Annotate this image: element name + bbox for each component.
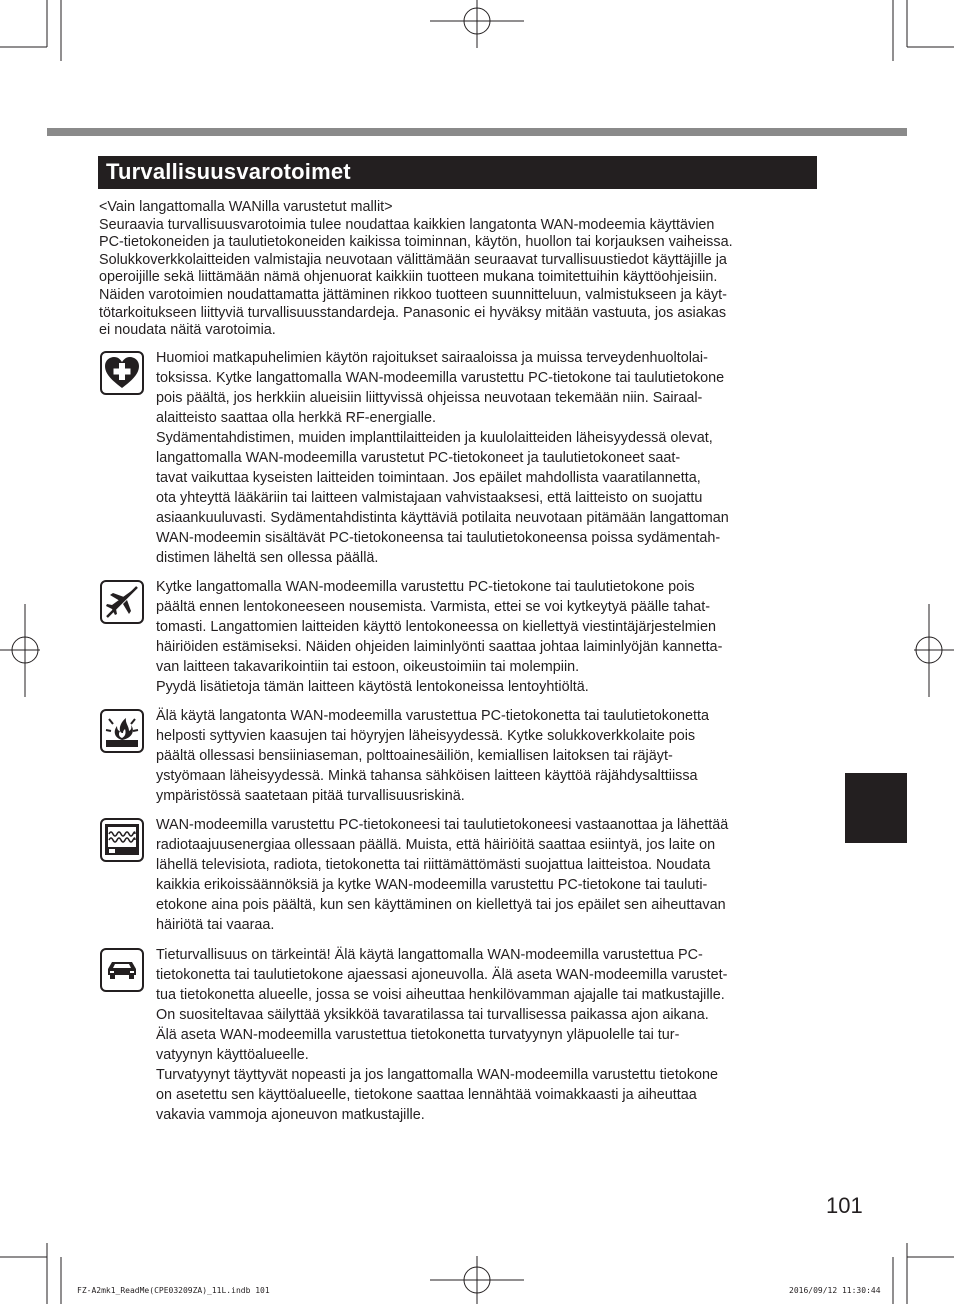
section-line: lähellä televisiota, radiota, tietokonetta tai riittämättömästi suojattua laitteistoa. Noudata [156, 857, 711, 873]
intro-line: <Vain langattomalla WANilla varustetut mallit> [99, 199, 393, 215]
section-line: Turvatyynyt täyttyvät nopeasti ja jos langattomalla WAN-modeemilla varustettu tietokone [156, 1067, 719, 1083]
section-line: kaikkia erikoissäännöksiä ja kytke WAN-modeemilla varustettu PC-tietokone tai tauluti- [156, 877, 708, 893]
section-line: tavat vaikuttaa kyseisten laitteiden toimintaan. Jos epäilet mahdollista vaaratilannetta, [156, 470, 701, 486]
section-line: van laitteen takavarikointiin tai estoon, oikeustoimiin tai molempiin. [156, 659, 580, 675]
header-rule [47, 128, 907, 136]
print-footer-timestamp: 2016/09/12 11:30:44 [789, 1286, 881, 1295]
section-line: häiriötä tai vaaraa. [156, 917, 275, 933]
section-line: häiriöiden estämiseksi. Näiden ohjeiden laiminlyönti saattaa johtaa laiminlyöjän kannetta- [156, 639, 723, 655]
intro-line: Näiden varotoimien noudattamatta jättäminen rikkoo tuotteen suunnitteluun, valmistukseen ja käyt- [99, 286, 727, 303]
section-line: ystyömaan läheisyydessä. Minkä tahansa sähköisen laitteen käyttöä räjähdysalttiissa [156, 768, 698, 784]
print-footer-file: FZ-A2mk1_ReadMe(CPE03209ZA)_11L.indb 101 [77, 1286, 270, 1295]
section-line: vakavia vammoja ajoneuvon matkustajille. [156, 1107, 425, 1123]
intro-line: Seuraavia turvallisuusvarotoimia tulee noudattaa kaikkien langatonta WAN-modeemia käyttävien [99, 216, 715, 233]
intro-line: operoijille sekä liittämään nämä ohjenuorat kaikkiin tuotteen mukana toimitettuihin käyttöohjeisiin. [99, 269, 718, 286]
section-line: radiotaajuusenergiaa ollessaan päällä. Muista, että häiriöitä saattaa esiintyä, jos laite on [156, 837, 716, 853]
section-line: distimen läheltä sen ollessa päällä. [156, 550, 379, 566]
section-line: Huomioi matkapuhelimien käytön rajoitukset sairaaloissa ja muissa terveydenhuoltolai- [156, 350, 708, 366]
section-line: WAN-modeemin sisältävät PC-tietokoneensa tai taulutietokoneensa poissa sydämentah- [156, 530, 721, 546]
section-heading-bar [98, 156, 817, 189]
section-line: On suositeltavaa säilyttää yksikköä tavaratilassa tai turvallisessa paikassa ajon aikana. [156, 1007, 709, 1023]
section-line: ota yhteyttä lääkäriin tai laitteen valmistajaan vahvistaaksesi, että laitteisto on suojattu [156, 490, 703, 506]
intro-line: ei noudata näitä varotoimia. [99, 322, 276, 339]
airplane-off-icon [100, 580, 144, 624]
section-line: pois päältä, jos herkkiin alueisiin liittyvissä ohjeissa neuvotaan tekemään niin. Sairaal- [156, 390, 703, 406]
intro-line: PC-tietokoneiden ja taulutietokoneiden kaikissa toiminnan, käytön, huollon tai korjauksen vaiheissa. [99, 234, 733, 251]
section-line: tua tietokonetta alueelle, jossa se voisi aiheuttaa henkilövamman ajajalle tai matkustajille. [156, 987, 725, 1003]
intro-line: Solukkoverkkolaitteiden valmistajia neuvotaan välittämään seuraavat turvallisuustiedot käyttäjille ja [99, 251, 727, 268]
section-line: langattomalla WAN-modeemilla varustetut PC-tietokoneet ja taulutietokoneet saat- [156, 450, 681, 466]
section-line: päältä ollessasi bensiiniaseman, polttoainesäiliön, kemiallisen laitoksen tai räjäyt- [156, 748, 673, 764]
section-line: tomasti. Langattomien laitteiden käyttö lentokoneessa on kiellettyä viestintäjärjestelmien [156, 619, 716, 635]
intro-paragraph [99, 199, 819, 340]
chapter-tab [845, 773, 907, 843]
section-line: Kytke langattomalla WAN-modeemilla varustettu PC-tietokone tai taulutietokone pois [156, 579, 695, 595]
section-line: Älä aseta WAN-modeemilla varustettua tietokonetta turvatyynyn yläpuolelle tai tur- [156, 1027, 680, 1043]
section-line: Älä käytä langatonta WAN-modeemilla varustettua PC-tietokonetta tai taulutietokonetta [156, 708, 710, 724]
car-icon [100, 948, 144, 992]
section-line: asiaankuuluvasti. Sydämentahdistinta käyttäviä potilaita neuvotaan pitämään langattoman [156, 510, 729, 526]
section-line: toksissa. Kytke langattomalla WAN-modeemilla varustettu PC-tietokone tai taulutietokone [156, 370, 725, 386]
hospital-heart-icon [100, 351, 144, 395]
intro-line: tötarkoitukseen liittyviä turvallisuusstandardeja. Panasonic ei hyväksy mitään vastuuta, jos asiakas [99, 304, 727, 321]
page-number: 101 [826, 1193, 863, 1218]
section-line: Sydämentahdistimen, muiden implanttilaitteiden ja kuulolaitteiden läheisyydessä olevat, [156, 430, 713, 446]
section-line: Pyydä lisätietoja tämän laitteen käytöstä lentokoneissa lentoyhtiöltä. [156, 679, 589, 695]
page-title: Turvallisuusvarotoimet [106, 159, 351, 184]
section-line: on asetettu sen käyttöalueelle, tietokone saattaa lennähtää voimakkaasti ja aiheuttaa [156, 1087, 697, 1103]
section-line: vatyynyn käyttöalueelle. [156, 1047, 309, 1063]
flammable-gas-icon [100, 709, 144, 753]
section-line: etokone aina pois päältä, kun sen käyttäminen on kiellettyä tai jos epäilet sen aiheuttavan [156, 897, 726, 913]
section-line: Tieturvallisuus on tärkeintä! Älä käytä langattomalla WAN-modeemilla varustettua PC- [156, 947, 703, 963]
section-line: WAN-modeemilla varustettu PC-tietokoneesi tai taulutietokoneesi vastaanottaa ja lähettää [156, 817, 729, 833]
section-line: alaitteisto saattaa olla herkkä RF-energialle. [156, 410, 436, 426]
section-line: ympäristössä saatetaan pitää turvallisuusriskinä. [156, 788, 465, 804]
section-line: päältä ennen lentokoneeseen nousemista. Varmista, ettei se voi kytkeytyä päälle tahat- [156, 599, 711, 615]
radio-interference-icon [100, 818, 144, 862]
section-line: tietokonetta tai taulutietokone ajaessasi ajoneuvolla. Älä aseta WAN-modeemilla varustet- [156, 967, 728, 983]
section-line: helposti syttyvien kaasujen tai höyryjen läheisyydessä. Kytke solukkoverkkolaite pois [156, 728, 696, 744]
